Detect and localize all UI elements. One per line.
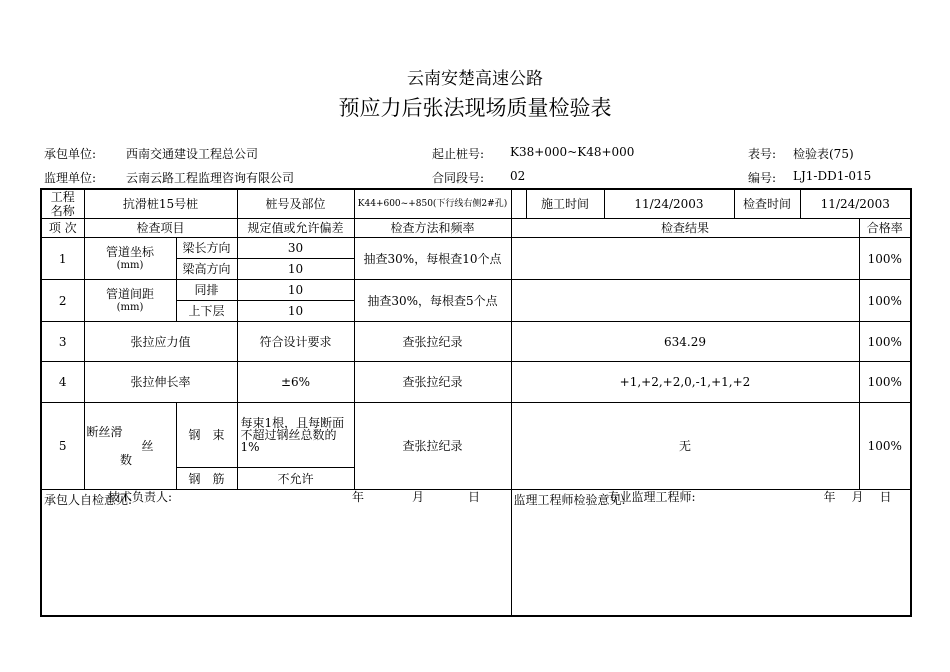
row-2-sub-1: 同排 bbox=[176, 280, 237, 301]
stake-label: 起止桩号: bbox=[432, 147, 485, 161]
supervisor-month-label: 月 bbox=[851, 490, 864, 504]
row-4-item: 张拉伸长率 bbox=[84, 362, 237, 403]
row-3-item: 张拉应力值 bbox=[84, 322, 237, 362]
row-4-rate: 100% bbox=[859, 362, 911, 403]
row-1-item-label: 管道坐标 bbox=[105, 244, 154, 259]
col-result: 检查结果 bbox=[511, 219, 859, 238]
column-header-row bbox=[41, 219, 911, 238]
inspect-time-label: 检查时间 bbox=[734, 189, 800, 219]
row-1-method: 抽查30%，每根查10个点 bbox=[354, 238, 511, 280]
row-4-spec: ±6% bbox=[237, 362, 354, 403]
contractor-label: 承包单位: bbox=[44, 147, 97, 161]
location-label: 桩号及部位 bbox=[237, 189, 354, 219]
construct-time-value: 11/24/2003 bbox=[604, 189, 734, 219]
construct-time-label: 施工时间 bbox=[526, 189, 604, 219]
info-row bbox=[41, 189, 911, 219]
contractor-day-label: 日 bbox=[468, 490, 481, 504]
row-2-sub-2: 上下层 bbox=[176, 301, 237, 322]
row-2-val-1: 10 bbox=[237, 280, 354, 301]
form-label: 表号: bbox=[748, 147, 777, 161]
document-title: 预应力后张法现场质量检验表 bbox=[338, 96, 612, 120]
supervisor-opinion bbox=[511, 490, 911, 616]
row-2-val-2: 10 bbox=[237, 301, 354, 322]
row-5-item-a: 断丝滑 bbox=[86, 425, 123, 439]
row-3-method: 查张拉纪录 bbox=[354, 322, 511, 362]
row-3-result: 634.29 bbox=[511, 322, 859, 362]
table-row bbox=[41, 403, 911, 468]
row-1-val-1: 30 bbox=[237, 238, 354, 259]
row-5-method: 查张拉纪录 bbox=[354, 403, 511, 490]
row-2-rate: 100% bbox=[859, 280, 911, 322]
row-5-item bbox=[84, 403, 176, 490]
row-3-no: 3 bbox=[41, 322, 84, 362]
contract-value: 02 bbox=[510, 169, 526, 183]
supervisor-day-label: 日 bbox=[879, 490, 892, 504]
contractor-opinion-label: 承包人自检意见: bbox=[44, 493, 133, 507]
table-row bbox=[41, 322, 911, 362]
row-1-no: 1 bbox=[41, 238, 84, 280]
engineer-label: 专业监理工程师: bbox=[607, 490, 696, 504]
row-5-sub-1: 钢 束 bbox=[176, 403, 237, 468]
col-rate: 合格率 bbox=[859, 219, 911, 238]
spacer-cell bbox=[511, 189, 526, 219]
col-item-no: 项 次 bbox=[41, 219, 84, 238]
contractor-year-label: 年 bbox=[352, 490, 365, 504]
table-row bbox=[41, 362, 911, 403]
table-row bbox=[41, 280, 911, 301]
row-5-sub-2: 钢 筋 bbox=[176, 468, 237, 490]
row-4-result: +1,+2,+2,0,-1,+1,+2 bbox=[511, 362, 859, 403]
row-2-method: 抽查30%，每根查5个点 bbox=[354, 280, 511, 322]
row-2-item-label: 管道间距 bbox=[105, 286, 154, 301]
row-5-rate: 100% bbox=[859, 403, 911, 490]
row-1-rate: 100% bbox=[859, 238, 911, 280]
row-1-unit: (mm) bbox=[116, 259, 144, 271]
row-1-sub-2: 梁高方向 bbox=[176, 259, 237, 280]
row-4-method: 查张拉纪录 bbox=[354, 362, 511, 403]
inspect-time-value: 11/24/2003 bbox=[800, 189, 911, 219]
org-title: 云南安楚高速公路 bbox=[407, 69, 543, 89]
col-method: 检查方法和频率 bbox=[354, 219, 511, 238]
col-item: 检查项目 bbox=[84, 219, 237, 238]
row-5-val-1: 每束1根，且每断面不超过钢丝总数的1% bbox=[237, 403, 354, 468]
tech-lead-label: 技术负责人: bbox=[108, 490, 173, 504]
row-2-unit: (mm) bbox=[116, 301, 144, 313]
project-name-value: 抗滑桩15号桩 bbox=[84, 189, 237, 219]
supervisor-year-label: 年 bbox=[823, 490, 836, 504]
row-3-spec: 符合设计要求 bbox=[237, 322, 354, 362]
location-value: K44+600~+850(下行线右侧2#孔) bbox=[354, 189, 511, 219]
row-5-val-2: 不允许 bbox=[237, 468, 354, 490]
row-5-item-b: 丝 bbox=[141, 439, 154, 453]
row-5-result: 无 bbox=[511, 403, 859, 490]
row-5-no: 5 bbox=[41, 403, 84, 490]
contract-label: 合同段号: bbox=[432, 171, 485, 185]
row-1-val-2: 10 bbox=[237, 259, 354, 280]
supervisor-value: 云南云路工程监理咨询有限公司 bbox=[126, 171, 295, 185]
opinion-row bbox=[41, 490, 911, 616]
contractor-value: 西南交通建设工程总公司 bbox=[126, 147, 259, 161]
number-label: 编号: bbox=[748, 171, 777, 185]
row-2-result bbox=[511, 280, 859, 322]
contractor-opinion bbox=[41, 490, 511, 616]
row-2-item bbox=[84, 280, 176, 322]
stake-value: K38+000~K48+000 bbox=[510, 145, 635, 159]
contractor-month-label: 月 bbox=[412, 490, 425, 504]
row-1-item bbox=[84, 238, 176, 280]
form-value: 检验表(75) bbox=[793, 147, 854, 161]
row-1-result bbox=[511, 238, 859, 280]
row-2-no: 2 bbox=[41, 280, 84, 322]
supervisor-label: 监理单位: bbox=[44, 171, 97, 185]
project-name-label: 工程名称 bbox=[41, 189, 84, 219]
inspection-table bbox=[40, 188, 912, 617]
row-4-no: 4 bbox=[41, 362, 84, 403]
supervisor-opinion-label: 监理工程师检验意见: bbox=[513, 493, 626, 507]
row-5-item-c: 数 bbox=[119, 453, 132, 467]
row-1-sub-1: 梁长方向 bbox=[176, 238, 237, 259]
row-3-rate: 100% bbox=[859, 322, 911, 362]
table-row bbox=[41, 238, 911, 259]
number-value: LJ1-DD1-015 bbox=[793, 169, 872, 183]
col-spec: 规定值或允许偏差 bbox=[237, 219, 354, 238]
